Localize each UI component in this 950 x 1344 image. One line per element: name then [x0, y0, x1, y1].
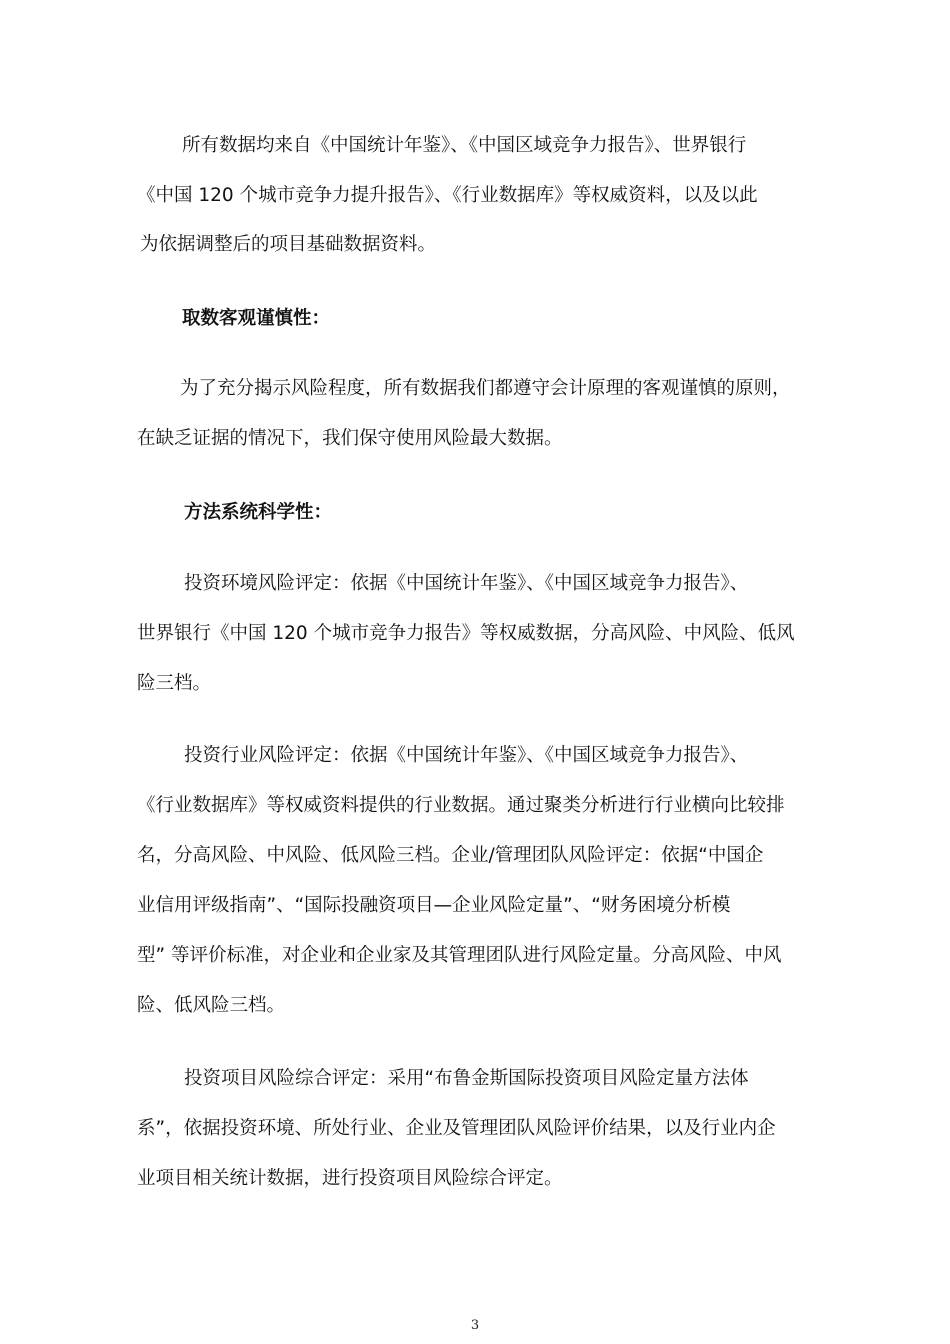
paragraph-line: 名，分高风险、中风险、低风险三档。企业/管理团队风险评定：依据“中国企 — [137, 845, 764, 866]
paragraph-line: 险、低风险三档。 — [137, 995, 286, 1016]
paragraph-line: 系”，依据投资环境、所处行业、企业及管理团队风险评价结果，以及行业内企 — [137, 1118, 776, 1139]
section-heading: 方法系统科学性： — [184, 502, 333, 523]
paragraph-line: 《行业数据库》等权威资料提供的行业数据。通过聚类分析进行行业横向比较排 — [137, 795, 785, 816]
paragraph-line: 所有数据均来自《中国统计年鉴》、《中国区域竞争力报告》、世界银行 — [182, 135, 747, 156]
paragraph-line: 世界银行《中国 120 个城市竞争力报告》等权威数据，分高风险、中风险、低风 — [137, 623, 795, 644]
paragraph-line: 险三档。 — [137, 673, 212, 694]
paragraph-line: 投资项目风险综合评定：采用“布鲁金斯国际投资项目风险定量方法体 — [184, 1068, 749, 1089]
paragraph-line: 在缺乏证据的情况下，我们保守使用风险最大数据。 — [137, 428, 563, 449]
paragraph-line: 型” 等评价标准，对企业和企业家及其管理团队进行风险定量。分高风险、中风 — [137, 945, 782, 966]
paragraph-line: 投资行业风险评定：依据《中国统计年鉴》、《中国区域竞争力报告》、 — [184, 745, 749, 766]
paragraph-line: 为了充分揭示风险程度，所有数据我们都遵守会计原理的客观谨慎的原则， — [180, 378, 791, 399]
paragraph-line: 为依据调整后的项目基础数据资料。 — [140, 234, 437, 255]
page-number: 3 — [470, 1318, 480, 1333]
paragraph-line: 《中国 120 个城市竞争力提升报告》、《行业数据库》等权威资料，以及以此 — [137, 185, 758, 206]
paragraph-line: 投资环境风险评定：依据《中国统计年鉴》、《中国区域竞争力报告》、 — [184, 573, 749, 594]
paragraph-line: 业项目相关统计数据，进行投资项目风险综合评定。 — [137, 1168, 563, 1189]
paragraph-line: 业信用评级指南”、“国际投融资项目—企业风险定量”、“财务困境分析模 — [137, 895, 731, 916]
section-heading: 取数客观谨慎性： — [182, 308, 331, 329]
